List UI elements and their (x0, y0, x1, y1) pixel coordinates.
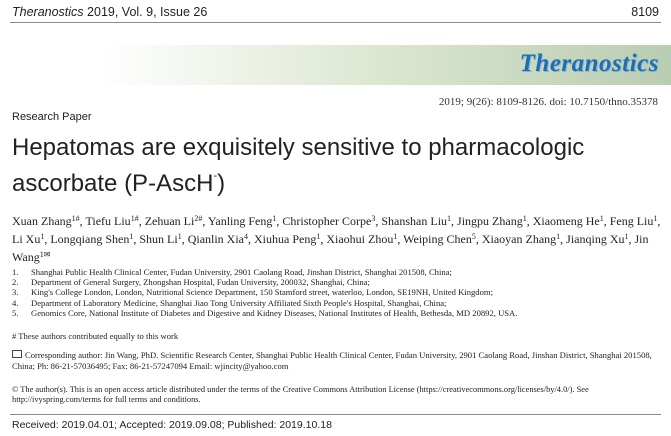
author (482, 232, 560, 246)
author-affiliation-mark: 1✉ (39, 250, 51, 259)
affiliation-number: 3. (12, 287, 19, 298)
affiliation-item (12, 308, 662, 318)
author-affiliation-mark: 1 (556, 232, 561, 241)
author-affiliation-mark: 1 (599, 214, 604, 223)
author (457, 214, 527, 228)
affiliation-item (12, 277, 662, 287)
author-affiliation-mark: 1 (522, 214, 527, 223)
author-name: Xiuhua Peng (254, 232, 317, 246)
author (403, 232, 476, 246)
author-name: Shun Li (139, 232, 178, 246)
affiliation-item (12, 298, 662, 308)
journal-issue: 2019, Vol. 9, Issue 26 (87, 5, 208, 19)
author (208, 214, 276, 228)
equal-contribution-note: # These authors contributed equally to this work (12, 331, 179, 341)
author (12, 214, 80, 228)
author-name: Jianqing Xu (566, 232, 625, 246)
title-end: ) (217, 170, 226, 197)
author-name: Xiaohui Zhou (326, 232, 394, 246)
author (381, 214, 451, 228)
journal-name: Theranostics (12, 5, 84, 19)
author-affiliation-mark: 1# (130, 214, 139, 223)
author-affiliation-mark: 1 (393, 232, 398, 241)
affiliation-item (12, 287, 662, 297)
title-main: Hepatomas are exquisitely sensitive to pharmacologic ascorbate (P-AscH (12, 134, 585, 197)
author (139, 232, 181, 246)
publication-dates: Received: 2019.04.01; Accepted: 2019.09.08; Published: 2019.10.18 (12, 419, 332, 431)
page-number: 8109 (631, 5, 659, 19)
author-name: Tiefu Liu (85, 214, 131, 228)
author-affiliation-mark: 1 (129, 232, 134, 241)
affiliation-number: 2. (12, 277, 19, 288)
affiliation-item (12, 267, 662, 277)
footer-rule (10, 414, 661, 415)
author (50, 232, 133, 246)
paper-title (12, 133, 662, 198)
author-affiliation-mark: 1 (272, 214, 277, 223)
author-name: Weiping Chen (403, 232, 472, 246)
corresponding-author (12, 350, 662, 371)
author-affiliation-mark: 2# (194, 214, 203, 223)
author-name: Christopher Corpe (282, 214, 372, 228)
affiliation-text: Genomics Core, National Institute of Diabetes and Digestive and Kidney Diseases, National Institutes of Health, Bethesda, MD 20892, USA. (31, 307, 518, 318)
author (326, 232, 397, 246)
affiliation-text: Department of Laboratory Medicine, Shanghai Jiao Tong University Affiliated Sixth People's Hospital, Shanghai, China; (31, 297, 447, 308)
author-name: Yanling Feng (207, 214, 273, 228)
author (610, 214, 658, 228)
author-name: Shanshan Liu (381, 214, 448, 228)
affiliation-text: King's College London, London, Nutritional Science Department, 150 Stamford street, waterloo, London, SE19NH, United Kingdom; (31, 287, 493, 298)
author-name: Li Xu (12, 232, 41, 246)
author-name: Longqiang Shen (50, 232, 130, 246)
author-affiliation-mark: 3 (371, 214, 376, 223)
author (145, 214, 203, 228)
author-affiliation-mark: 1# (71, 214, 80, 223)
envelope-icon (12, 350, 22, 358)
author-affiliation-mark: 1 (624, 232, 629, 241)
author (85, 214, 138, 228)
journal-logo[interactable]: Theranostics (519, 50, 659, 77)
author-name: Xiaoyan Zhang (481, 232, 557, 246)
author-name: Zehuan Li (144, 214, 195, 228)
author (282, 214, 375, 228)
author-affiliation-mark: 1 (447, 214, 452, 223)
author (254, 232, 320, 246)
affiliation-number: 4. (12, 297, 19, 308)
author-affiliation-mark: 1 (316, 232, 321, 241)
author-affiliation-mark: 4 (244, 232, 249, 241)
journal-header (12, 5, 207, 19)
author-name: Feng Liu (609, 214, 654, 228)
author-name: Xuan Zhang (12, 214, 72, 228)
author-name: Qianlin Xia (187, 232, 245, 246)
affiliation-number: 1. (12, 267, 19, 277)
affiliation-text: Department of General Surgery, Zhongshan Hospital, Fudan University, 200032, Shanghai, China; (31, 277, 370, 288)
corresponding-text: Corresponding author: Jin Wang, PhD. Scientific Research Center, Shanghai Public Health Clinical Center, Fudan University, 2901 Caolang Road, Jinshan District, Shanghai 201508, China; Ph: 86-21-57036495; Fax: 86-21-57247094 Email: wjincity@yahoo.com (12, 350, 652, 371)
title-superscript: - (213, 170, 218, 182)
affiliation-list (12, 267, 662, 318)
author-list: Xuan Zhang$^{1\#}$, Tiefu Liu$^{1\#}$, Zehuan $Li^{2\#}$, Yanling Feng$^1$, Christopher Corpe$^3$, Shanshan Liu$^1$, Jingpu Zhang$^1$, Xiaomeng He$^1$, Feng Liu$^1$, Li Xu$^1$, Longqiang Shen$^1$, Shun Li$^1$, Qianlin Xia$^4$, Xiuhua Peng$^1$, Xiaohui Zhou$^1$, Weiping Chen$^5$, Xiaoyan Zhang$^1$, Jianqing Xu$^1$, Jin Wang$^{1✉}$ (12, 214, 661, 264)
affiliation-number: 5. (12, 307, 19, 318)
author (188, 232, 248, 246)
author-name: Xiaomeng He (532, 214, 600, 228)
header-rule (10, 22, 661, 23)
author-name: Jingpu Zhang (457, 214, 523, 228)
section-label: Research Paper (12, 111, 92, 123)
author (566, 232, 628, 246)
author-affiliation-mark: 5 (471, 232, 476, 241)
author-affiliation-mark: 1 (653, 214, 658, 223)
author (533, 214, 604, 228)
author-affiliation-mark: 1 (177, 232, 182, 241)
author (12, 232, 44, 246)
author-affiliation-mark: 1 (40, 232, 45, 241)
citation: 2019; 9(26): 8109-8126. doi: 10.7150/thno.35378 (438, 96, 658, 108)
license-statement: © The author(s). This is an open access article distributed under the terms of the Creative Commons Attribution License (https://creativecommons.org/licenses/by/4.0/). See http://ivyspring.com/terms for full terms and conditions. (12, 385, 589, 405)
affiliation-text: Shanghai Public Health Clinical Center, Fudan University, 2901 Caolang Road, Jinshan District, Shanghai 201508, China; (31, 267, 452, 277)
author-name: Jin Wang (12, 232, 649, 264)
